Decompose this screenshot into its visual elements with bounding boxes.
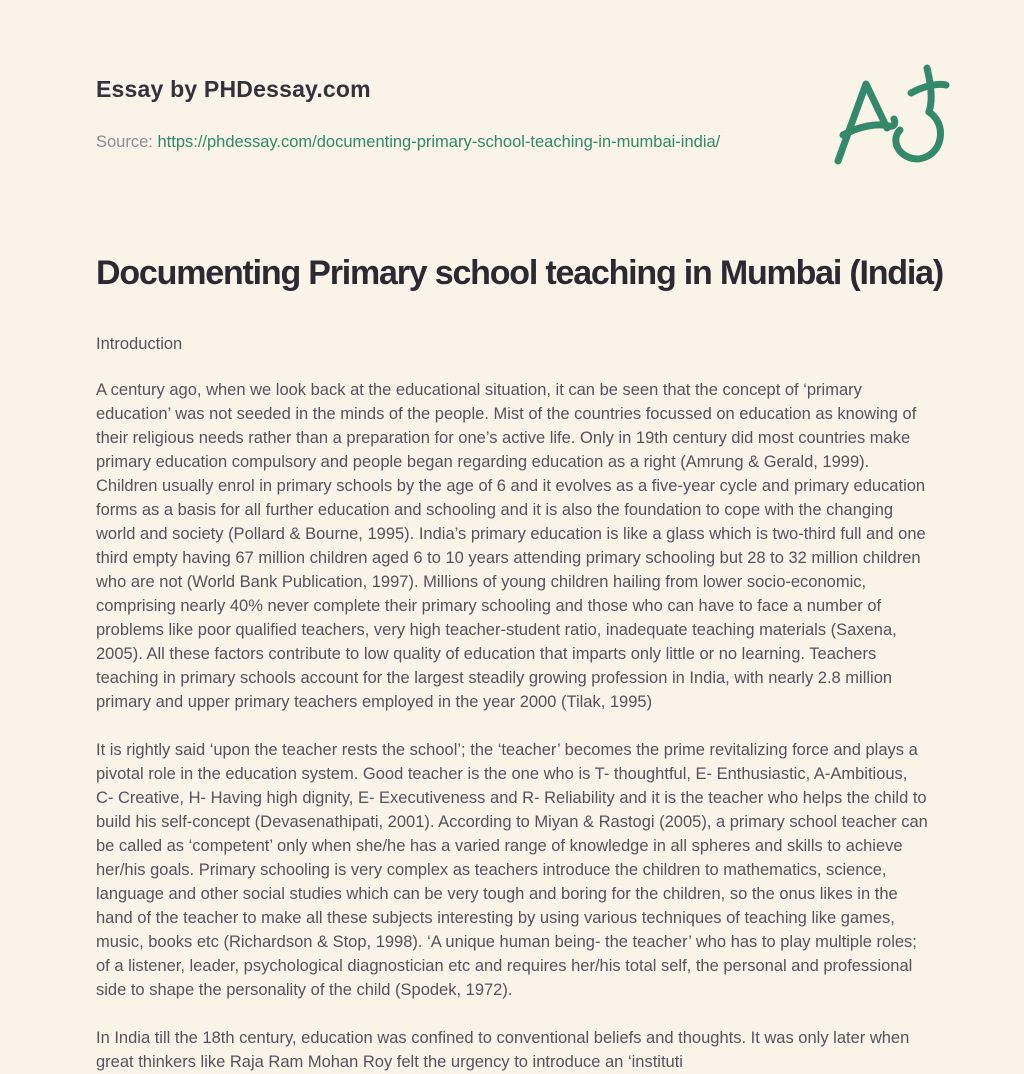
article-body <box>96 378 928 1074</box>
paragraph-2: It is rightly said ‘upon the teacher rests the school’; the ‘teacher’ becomes the prime revitalizing force and plays a pivotal role in the education system. Good teacher is the one who is T- thoughtful, E- Enthusiastic, A-Ambitious, C- Creative, H- Having high dignity, E- Executiveness and R- Reliability and it is the teacher who helps the child to build his self-concept (Devasenathipati, 2001). According to Miyan & Rastogi (2005), a primary school teacher can be called as ‘competent’ only when she/he has a varied range of knowledge in all spheres and skills to achieve her/his goals. Primary schooling is very complex as teachers introduce the children to mathematics, science, language and other social studies which can be very tough and boring for the children, so the onus likes in the hand of the teacher to make all these subjects interesting by using various techniques of teaching like games, music, books etc (Richardson & Stop, 1998). ‘A unique human being- the teacher’ who has to play multiple roles; of a listener, leader, psychological diagnostician etc and requires her/his total self, the personal and professional side to shape the personality of the child (Spodek, 1972). <box>96 741 928 999</box>
section-heading-introduction: Introduction <box>96 335 183 353</box>
paragraph-3: In India till the 18th century, education was confined to conventional beliefs and thoughts. It was only later when great thinkers like Raja Ram Mohan Roy felt the urgency to introduce an ‘instituti <box>96 1029 910 1071</box>
source-link[interactable]: https://phdessay.com/documenting-primary-school-teaching-in-mumbai-india/ <box>157 133 721 151</box>
header-text-block <box>96 76 720 152</box>
paragraph-1: A century ago, when we look back at the educational situation, it can be seen that the concept of ‘primary education’ was not seeded in the minds of the people. Mist of the countries focussed on education as knowing of their religious needs rather than a preparation for one’s active life. Only in 19th century did most countries make primary education compulsory and people began regarding education as a right (Amrung & Gerald, 1999). Children usually enrol in primary schools by the age of 6 and it evolves as a five-year cycle and primary education forms as a basis for all further education and schooling and it is also the foundation to cope with the changing world and society (Pollard & Bourne, 1995). India’s primary education is like a glass which is two-third full and one third empty having 67 million children aged 6 to 10 years attending primary schooling but 28 to 32 million children who are not (World Bank Publication, 1997). Millions of young children hailing from lower socio-economic, comprising nearly 40% never complete their primary schooling and those who can have to face a number of problems like poor qualified teachers, very high teacher-student ratio, inadequate teaching materials (Saxena, 2005). All these factors contribute to low quality of education that imparts only little or no learning. Teachers teaching in primary schools account for the largest steadily growing profession in India, with nearly 2.8 million primary and upper primary teachers employed in the year 2000 (Tilak, 1995) <box>96 381 926 711</box>
source-label: Source: <box>96 133 153 151</box>
source-line <box>96 133 720 152</box>
article-title: Documenting Primary school teaching in Mumbai (India) <box>96 254 943 292</box>
a-plus-logo-icon <box>830 62 952 170</box>
site-title: Essay by PHDessay.com <box>96 76 371 102</box>
page-header <box>96 76 928 170</box>
